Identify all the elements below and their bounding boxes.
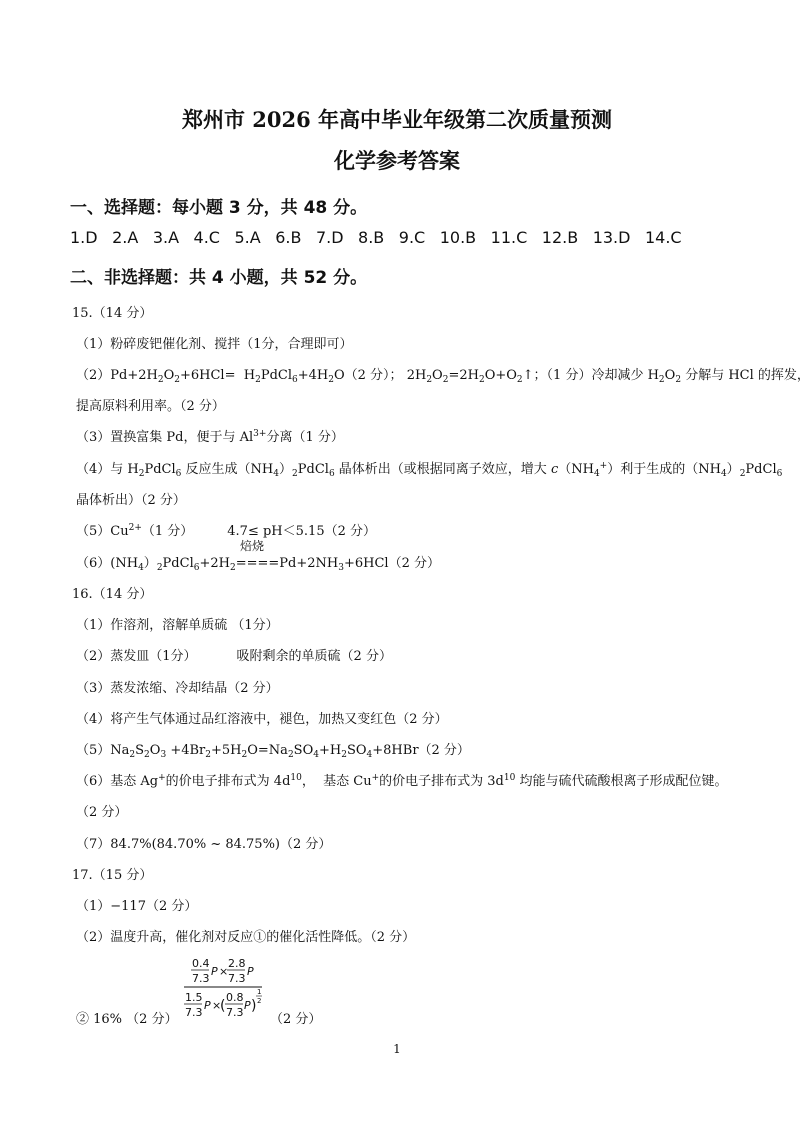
q16-heading: 16.（14 分） <box>72 587 153 602</box>
q15-heat-label: 焙烧 <box>240 539 265 553</box>
q15-part4: （4）与 $H_2PdCl_6$ 反应生成$(NH_4)_2PdCl_6$ 晶体析出（或根据同离子效应，增大 $c(NH_4^+)$利于生成的$(NH_4)_2PdCl_6$ <box>76 461 783 479</box>
frac-p4: P <box>244 999 251 1012</box>
frac-times2: × <box>212 999 222 1012</box>
frac-den2-top: 0.8 <box>226 991 244 1004</box>
mc-answer: 1.D <box>70 228 98 247</box>
q16-part4: （4）将产生气体通过品红溶液中，褪色，加热又变红色（2 分） <box>76 712 448 727</box>
mc-answers <box>70 228 696 247</box>
frac-num1-bottom: 7.3 <box>192 972 210 985</box>
mc-answer: 13.D <box>592 228 631 247</box>
mc-answer: 3.A <box>152 228 180 247</box>
section-2-heading: 二、非选择题：共 4 小题，共 52 分。 <box>70 268 368 288</box>
frac-times1: × <box>219 965 229 978</box>
frac-den1-top: 1.5 <box>185 991 203 1004</box>
q17-part1: （1）−117（2 分） <box>76 899 198 914</box>
q16-part7: （7）84.7%(84.70% ~ 84.75%)（2 分） <box>76 837 332 852</box>
mc-answer: 5.A <box>234 228 261 247</box>
doc-title: 郑州市 2026 年高中毕业年级第二次质量预测 <box>181 107 613 132</box>
frac-num1-top: 0.4 <box>192 957 210 970</box>
q15-part1: （1）粉碎废钯催化剂、搅拌（1分，合理即可） <box>76 337 353 352</box>
frac-num2-bottom: 7.3 <box>228 972 246 985</box>
mc-answer: 8.B <box>358 228 385 247</box>
q16-part1: （1）作溶剂，溶解单质硫 （1分） <box>76 618 279 633</box>
q15-part5: $(5)Cu^{2+}(1$ 分） 4.7≤ pH＜5.15（2 分） <box>76 523 376 539</box>
q16-part6-cont: （2 分） <box>76 805 128 820</box>
q15-part6: $(6)(NH_4)_2PdCl_6+2H_2====Pd+2NH_3+6HCl(2$ 分） <box>76 556 440 573</box>
mc-answer: 12.B <box>541 228 579 247</box>
frac-lparen: ( <box>220 998 226 1014</box>
frac-den2-bottom: 7.3 <box>226 1006 244 1019</box>
frac-rparen: ) <box>251 998 257 1014</box>
q17-part2: （2）温度升高，催化剂对反应①的催化活性降低。（2 分） <box>76 930 416 945</box>
q17-part3-score: （2 分） <box>270 1012 322 1027</box>
section-1-heading: 一、选择题：每小题 3 分，共 48 分。 <box>70 198 368 218</box>
mc-answer: 6.B <box>275 228 302 247</box>
frac-exp-den: 2 <box>257 997 262 1005</box>
mc-answer: 2.A <box>112 228 139 247</box>
mc-answer: 4.C <box>193 228 220 247</box>
mc-answer: 7.D <box>315 228 344 247</box>
mc-answer: 10.B <box>439 228 477 247</box>
frac-den1-bottom: 7.3 <box>185 1006 203 1019</box>
mc-answer: 11.C <box>490 228 528 247</box>
frac-p2: P <box>247 965 254 978</box>
q15-heading: 15.（14 分） <box>72 306 153 321</box>
q15-part2-cont: 提高原料利用率。（2 分） <box>76 399 225 414</box>
q17-heading: 17.（15 分） <box>72 868 153 883</box>
q17-part3-answer: ② 16% （2 分） <box>76 1012 178 1027</box>
doc-subtitle: 化学参考答案 <box>334 148 460 173</box>
q16-part2: （2）蒸发皿（1分） 吸附剩余的单质硫（2 分） <box>76 649 392 664</box>
mc-answer: 9.C <box>398 228 426 247</box>
page-number: 1 <box>393 1042 401 1056</box>
q15-part4-cont: 晶体析出）（2 分） <box>76 493 186 508</box>
frac-p3: P <box>204 999 211 1012</box>
frac-num2-top: 2.8 <box>228 957 246 970</box>
q16-part3: （3）蒸发浓缩、冷却结晶（2 分） <box>76 681 279 696</box>
mc-answer: 14.C <box>644 228 682 247</box>
q15-part3: （3）置换富集 Pd，便于与 $Al^{3+}$分离（1 分） <box>76 429 344 445</box>
frac-p1: P <box>211 965 218 978</box>
q15-part2: $(2)Pd+2H_2O_2+6HCl=$ $H_2PdCl_6+4H_2O(2$ 分）； $2H_2O_2=2H_2O+O_2↑$；（1 分）冷却减少 $H_2O_2$ 分解与 HCl 的挥发， <box>76 368 810 385</box>
q16-part6: （6）基态 Ag+的价电子排布式为 $4d^{10}$， 基态 Cu+的价电子排布式为 $3d^{10}$ 均能与硫代硫酸根离子形成配位键。 <box>76 773 728 789</box>
kp-fraction <box>182 956 272 1028</box>
q16-part5: $(5)Na_2S_2O_3 +4Br_2+5H_2O=Na_2SO_4+H_2SO_4+8HBr(2$ 分） <box>76 743 470 760</box>
frac-exp-num: 1 <box>257 988 262 996</box>
